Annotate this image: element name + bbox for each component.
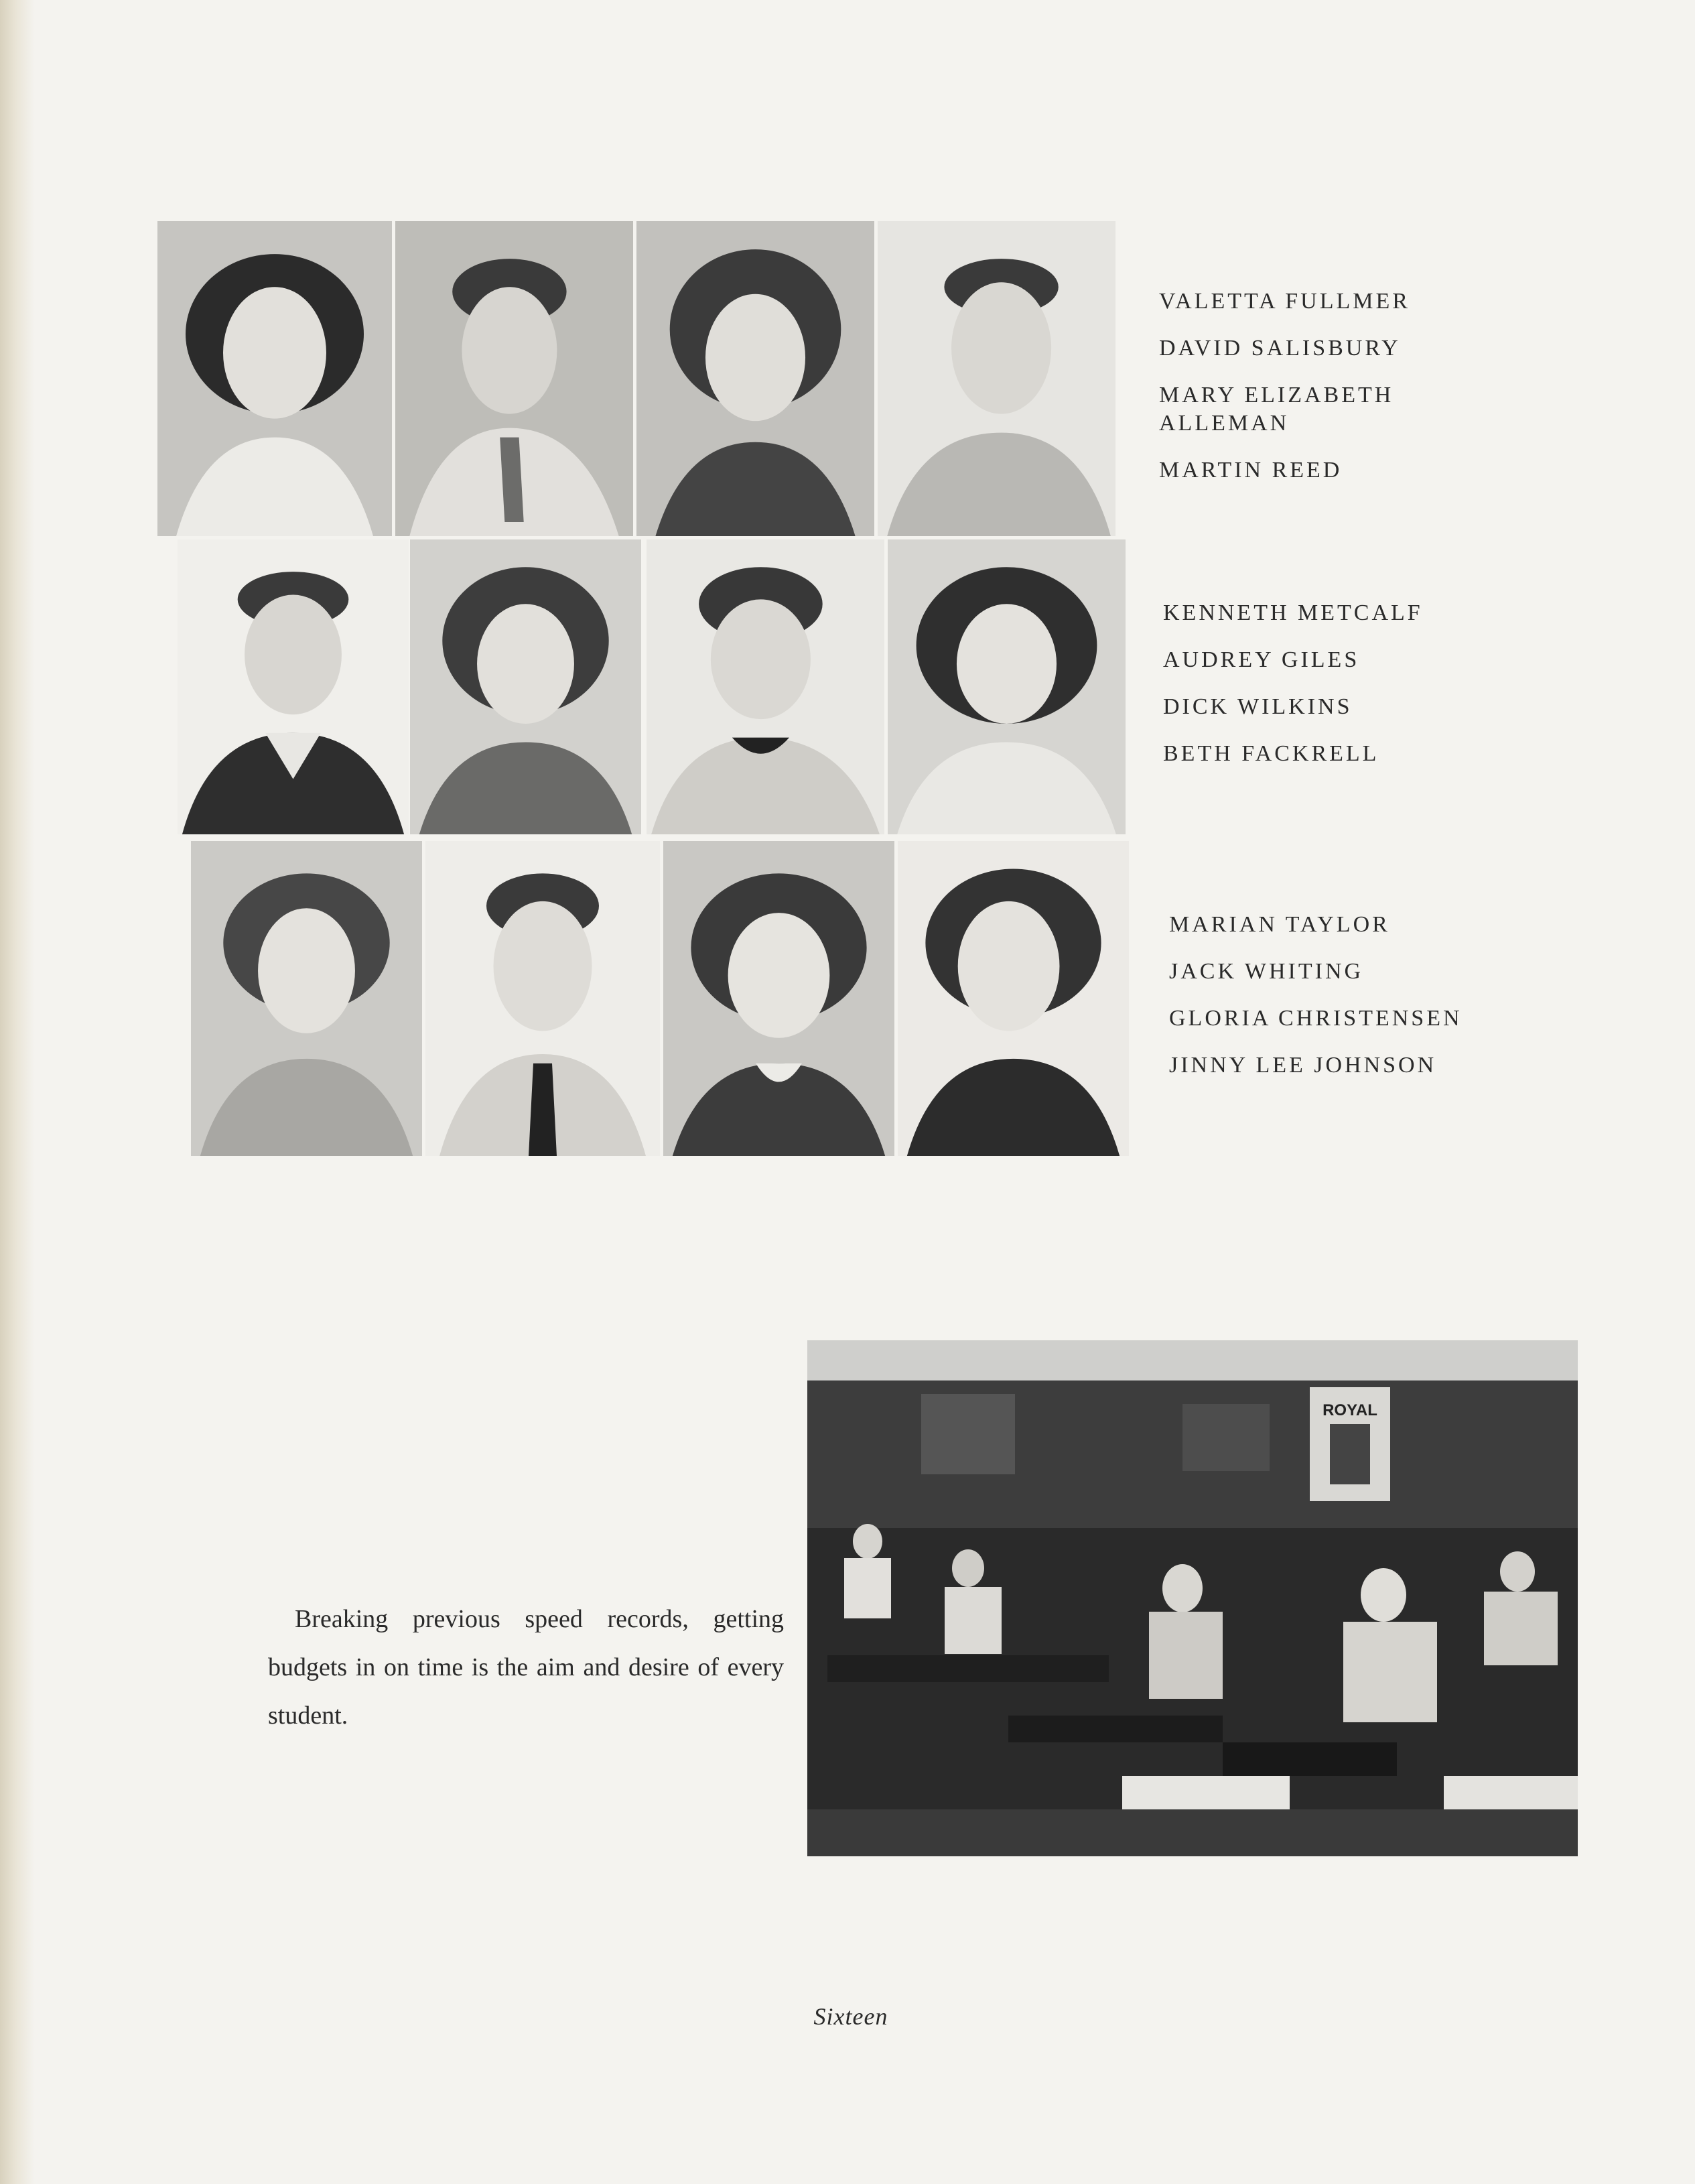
portrait-photo	[395, 221, 633, 536]
page-binding-edge	[0, 0, 35, 2184]
student-name: VALETTA FULLMER	[1159, 289, 1410, 314]
student-name: GLORIA CHRISTENSEN	[1169, 1006, 1463, 1031]
page-number-text: Sixteen	[813, 2003, 888, 2030]
portrait-photo	[178, 539, 409, 834]
student-name: MARIAN TAYLOR	[1169, 912, 1390, 937]
portrait-photo	[888, 539, 1126, 834]
portrait-photo	[647, 539, 884, 834]
name-list-row-1	[1159, 278, 1410, 494]
portrait-photo	[157, 221, 392, 536]
student-name: DICK WILKINS	[1163, 694, 1353, 719]
portrait-photo	[410, 539, 641, 834]
photo-caption	[268, 1595, 784, 1740]
classroom-photo	[807, 1340, 1578, 1856]
student-name: AUDREY GILES	[1163, 647, 1360, 672]
name-list-row-2	[1163, 590, 1423, 777]
student-name: MARY ELIZABETH ALLEMAN	[1159, 383, 1394, 436]
portrait-photo	[636, 221, 874, 536]
poster-text: ROYAL	[1323, 1401, 1377, 1419]
student-name: JINNY LEE JOHNSON	[1169, 1053, 1437, 1078]
caption-text: Breaking previous speed records, getting budgets in on time is the aim and desire of every student.	[268, 1605, 784, 1730]
student-name: KENNETH METCALF	[1163, 600, 1423, 625]
student-name: BETH FACKRELL	[1163, 741, 1379, 766]
portrait-photo	[425, 841, 660, 1156]
portrait-photo	[878, 221, 1115, 536]
student-name: MARTIN REED	[1159, 458, 1343, 483]
portrait-photo	[663, 841, 894, 1156]
student-name: JACK WHITING	[1169, 959, 1364, 984]
portrait-photo	[898, 841, 1129, 1156]
portrait-photo	[191, 841, 422, 1156]
name-list-row-3	[1169, 901, 1463, 1089]
student-name: DAVID SALISBURY	[1159, 336, 1401, 361]
